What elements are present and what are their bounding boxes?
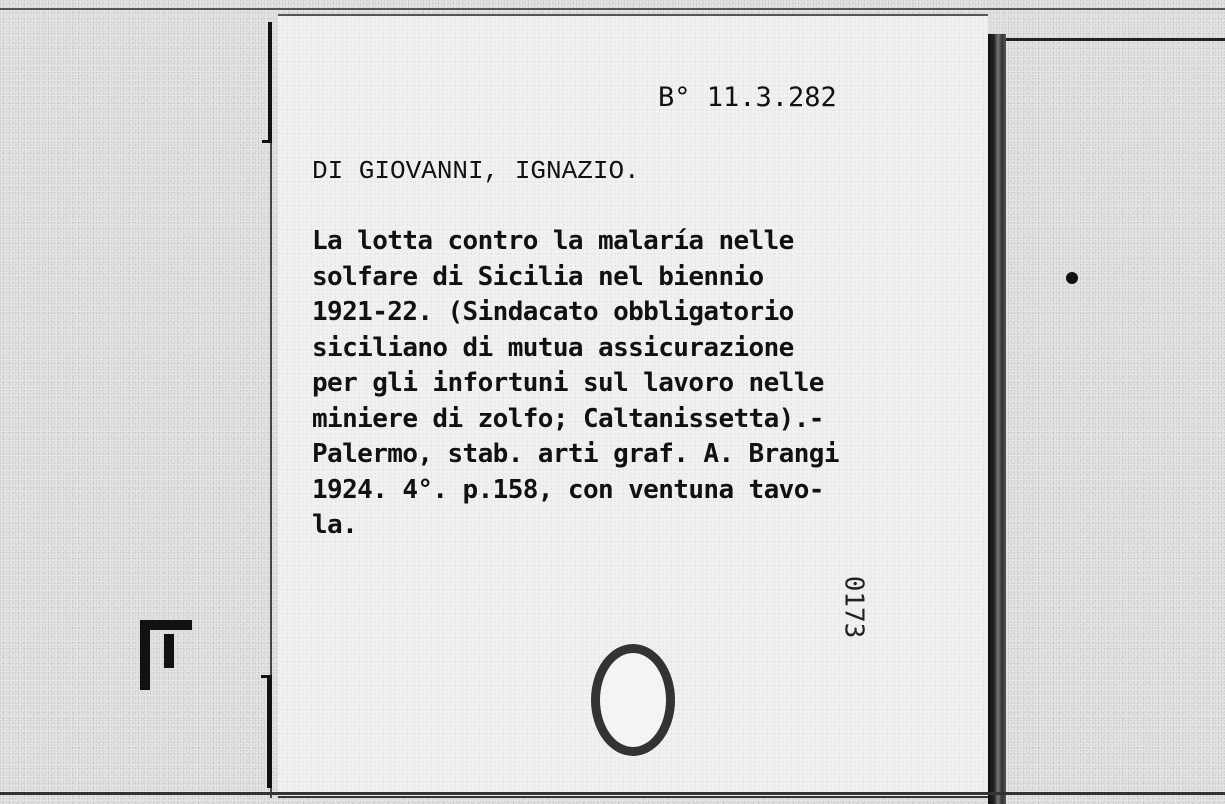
catalogue-card	[278, 14, 988, 798]
ink-dot-icon	[1066, 272, 1078, 284]
card-number-text: 0173	[838, 575, 868, 639]
left-card-tab-bottom	[261, 675, 272, 788]
card-number	[838, 572, 868, 642]
left-neighbour-card	[0, 22, 272, 798]
left-card-tab-top	[262, 22, 272, 143]
right-neighbour-card	[1006, 38, 1225, 804]
description-line: la.	[312, 510, 358, 540]
description-line: solfare di Sicilia nel biennio	[312, 261, 764, 292]
description-line: 1921-22. (Sindacato obbligatorio	[312, 297, 794, 327]
author-heading: DI GIOVANNI, IGNAZIO.	[312, 156, 640, 186]
bottom-edge-line	[0, 792, 1225, 795]
description-line: La lotta contro la malaría nelle	[312, 226, 794, 256]
description-line: siciliano di mutua assicurazione	[312, 332, 794, 363]
description-line: 1924. 4°. p.158, con ventuna tavo-	[312, 474, 824, 505]
description-line: per gli infortuni sul lavoro nelle	[312, 368, 824, 398]
description-line: miniere di zolfo; Caltanissetta).-	[312, 403, 824, 434]
right-card-edge	[988, 34, 1006, 804]
bibliographic-description	[312, 224, 839, 544]
stamp-mark-icon	[140, 620, 192, 690]
top-edge-line	[0, 8, 1225, 10]
shelfmark: B° 11.3.282	[658, 82, 837, 113]
description-line: Palermo, stab. arti graf. A. Brangi	[312, 439, 839, 469]
punch-hole-icon	[591, 644, 675, 756]
